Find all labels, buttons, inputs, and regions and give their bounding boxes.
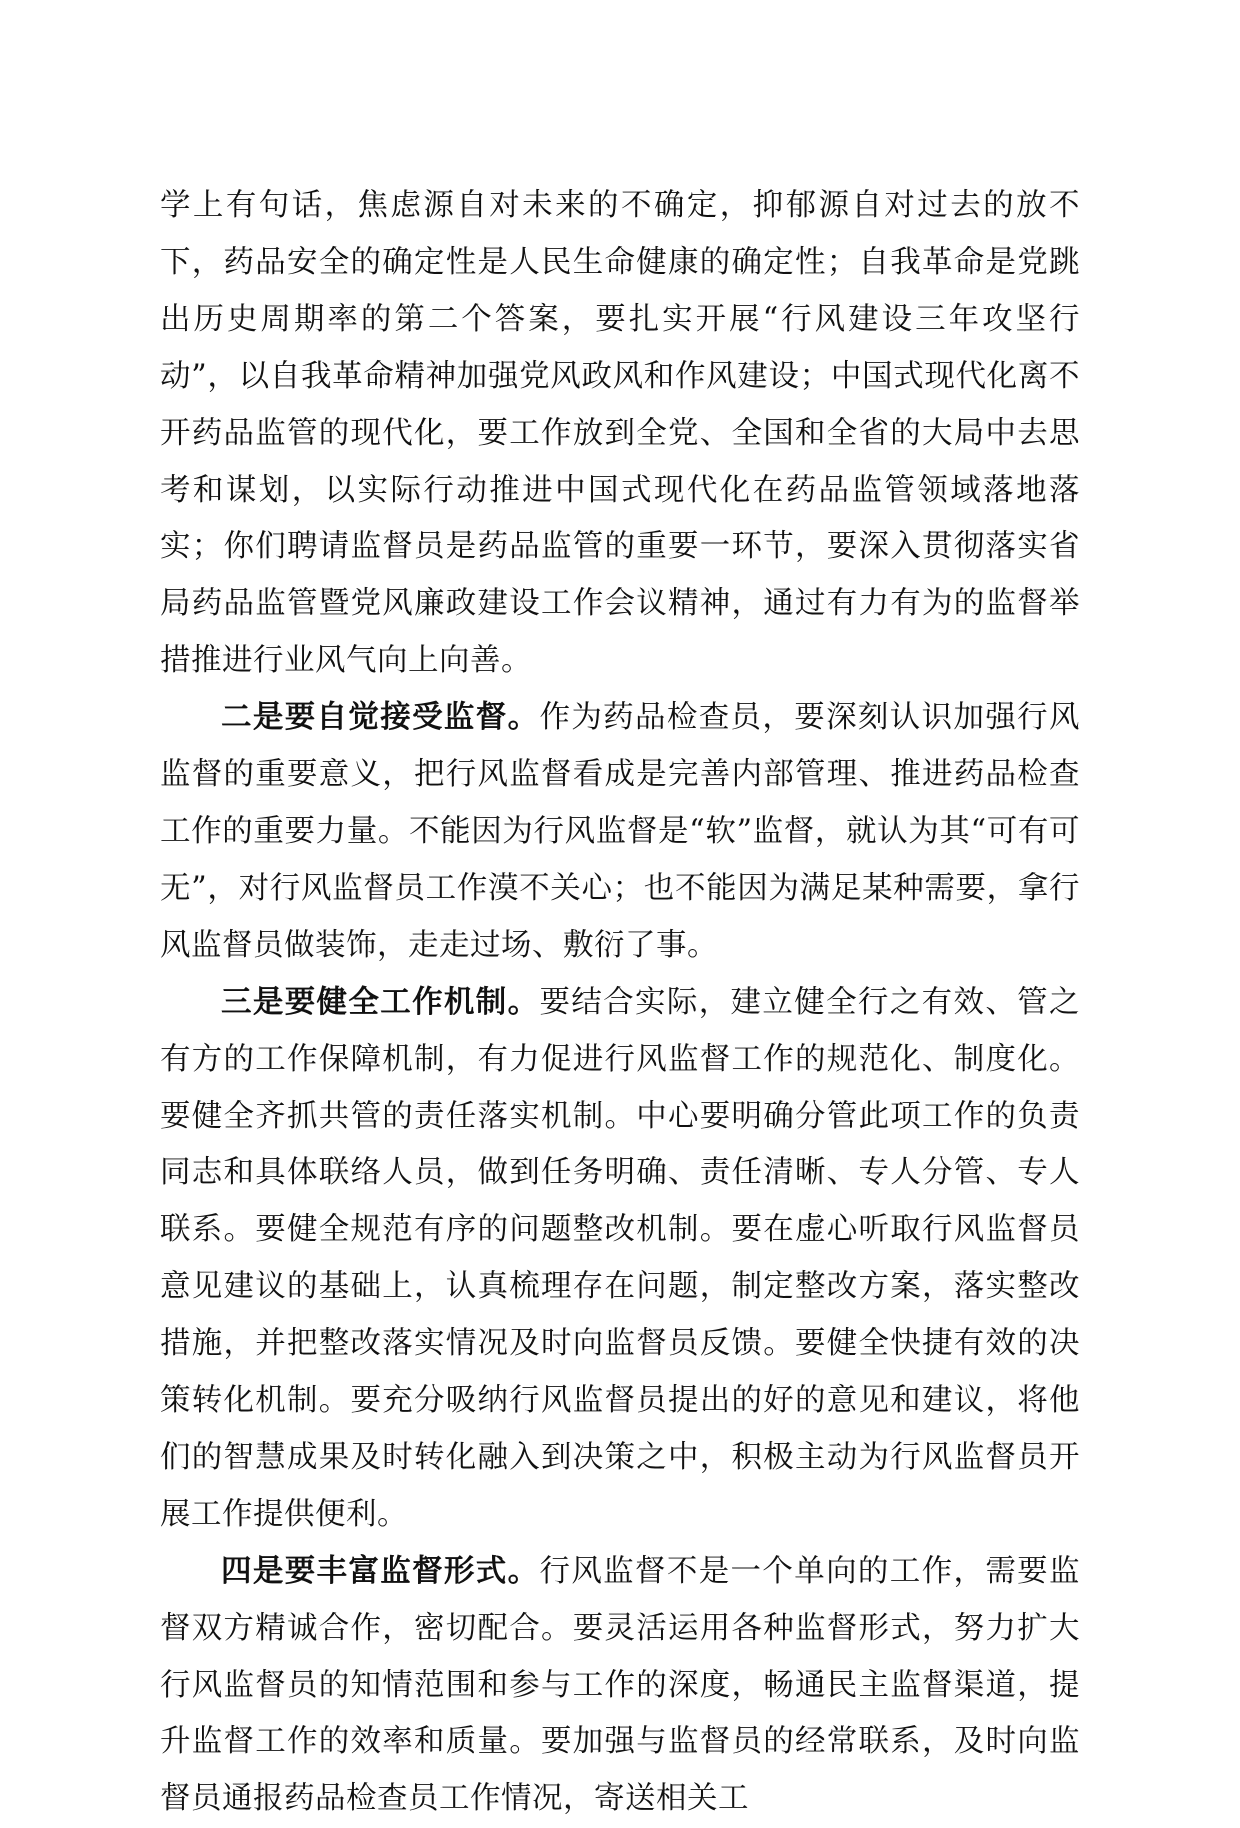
paragraph-4: [160, 1544, 1080, 1828]
paragraph-3: [160, 975, 1080, 1544]
paragraph-3-text: 要结合实际，建立健全行之有效、管之有方的工作保障机制，有力促进行风监督工作的规范化、制度化。要健全齐抓共管的责任落实机制。中心要明确分管此项工作的负责同志和具体联络人员，做到任务明确、责任清晰、专人分管、专人联系。要健全规范有序的问题整改机制。要在虚心听取行风监督员意见建议的基础上，认真梳理存在问题，制定整改方案，落实整改措施，并把整改落实情况及时向监督员反馈。要健全快捷有效的决策转化机制。要充分吸纳行风监督员提出的好的意见和建议，将他们的智慧成果及时转化融入到决策之中，积极主动为行风监督员开展工作提供便利。: [160, 984, 1081, 1532]
paragraph-4-heading: 四是要丰富监督形式。: [221, 1553, 540, 1589]
paragraph-2: [160, 690, 1080, 975]
paragraph-1-text: 学上有句话，焦虑源自对未来的不确定，抑郁源自对过去的放不下，药品安全的确定性是人民生命健康的确定性；自我革命是党跳出历史周期率的第二个答案，要扎实开展“行风建设三年攻坚行动”，以自我革命精神加强党风政风和作风建设；中国式现代化离不开药品监管的现代化，要工作放到全党、全国和全省的大局中去思考和谋划，以实际行动推进中国式现代化在药品监管领域落地落实；你们聘请监督员是药品监管的重要一环节，要深入贯彻落实省局药品监管暨党风廉政建设工作会议精神，通过有力有为的监督举措推进行业风气向上向善。: [160, 188, 1080, 679]
paragraph-3-heading: 三是要健全工作机制。: [221, 984, 540, 1020]
paragraph-2-heading: 二是要自觉接受监督。: [221, 700, 540, 736]
paragraph-1: [160, 178, 1080, 690]
paragraph-4-text: 行风监督不是一个单向的工作，需要监督双方精诚合作，密切配合。要灵活运用各种监督形式，努力扩大行风监督员的知情范围和参与工作的深度，畅通民主监督渠道，提升监督工作的效率和质量。要加强与监督员的经常联系，及时向监督员通报药品检查员工作情况，寄送相关工: [160, 1553, 1081, 1817]
paragraph-2-text: 作为药品检查员，要深刻认识加强行风监督的重要意义，把行风监督看成是完善内部管理、推进药品检查工作的重要力量。不能因为行风监督是“软”监督，就认为其“可有可无”，对行风监督员工作漠不关心；也不能因为满足某种需要，拿行风监督员做装饰，走走过场、敷衍了事。: [160, 700, 1081, 963]
document-body: [160, 178, 1080, 1828]
